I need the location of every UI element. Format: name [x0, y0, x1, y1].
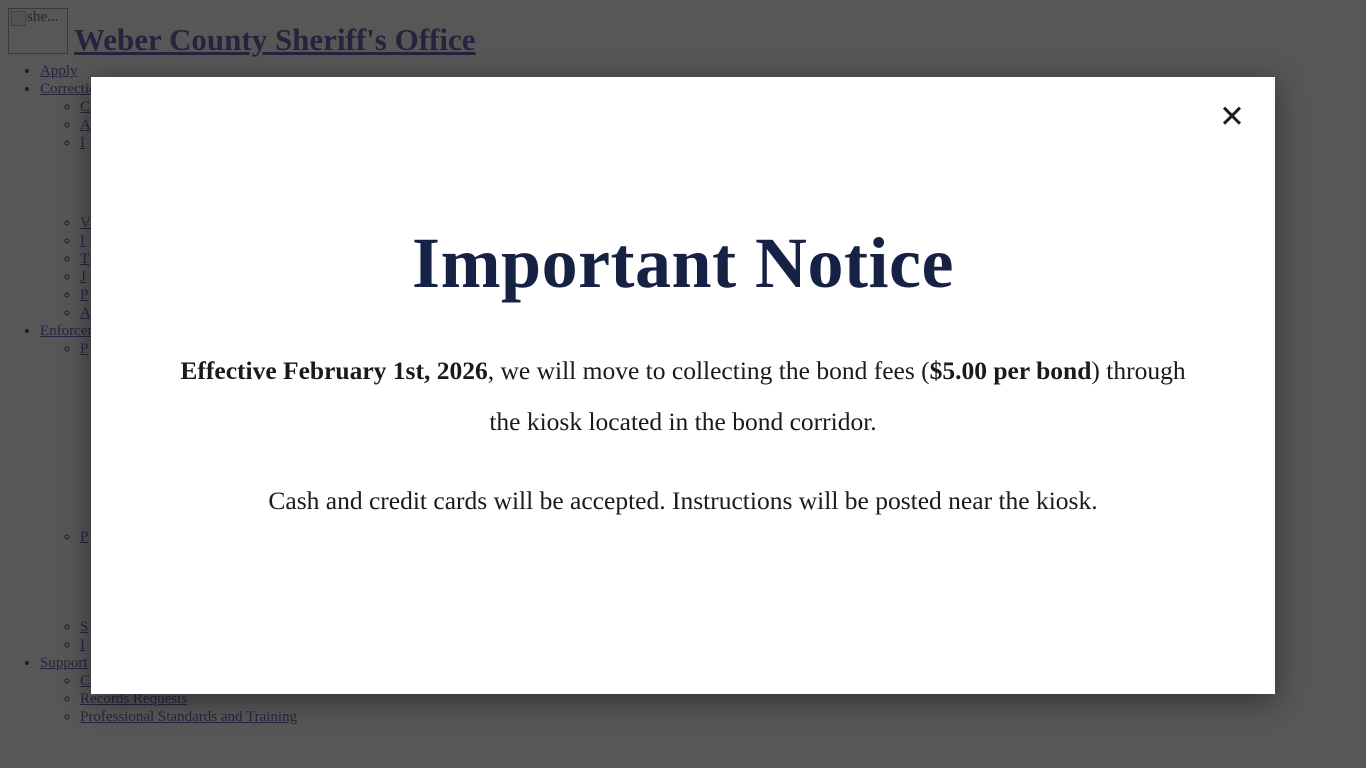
- close-icon[interactable]: ✕: [1215, 99, 1249, 133]
- modal-fee-amount: $5.00 per bond: [929, 356, 1092, 385]
- modal-paragraph-1: [175, 345, 1191, 447]
- important-notice-modal: [91, 77, 1275, 694]
- modal-title: Important Notice: [412, 223, 954, 303]
- modal-paragraph-2: Cash and credit cards will be accepted. Instructions will be posted near the kiosk.: [268, 486, 1098, 515]
- modal-paragraph-1-mid: , we will move to collecting the bond fees (: [487, 356, 930, 385]
- modal-effective-date: Effective February 1st, 2026: [180, 356, 488, 385]
- modal-body: [91, 305, 1275, 526]
- modal-paragraph-1-end: ) through the kiosk located in the bond corridor.: [489, 356, 1186, 436]
